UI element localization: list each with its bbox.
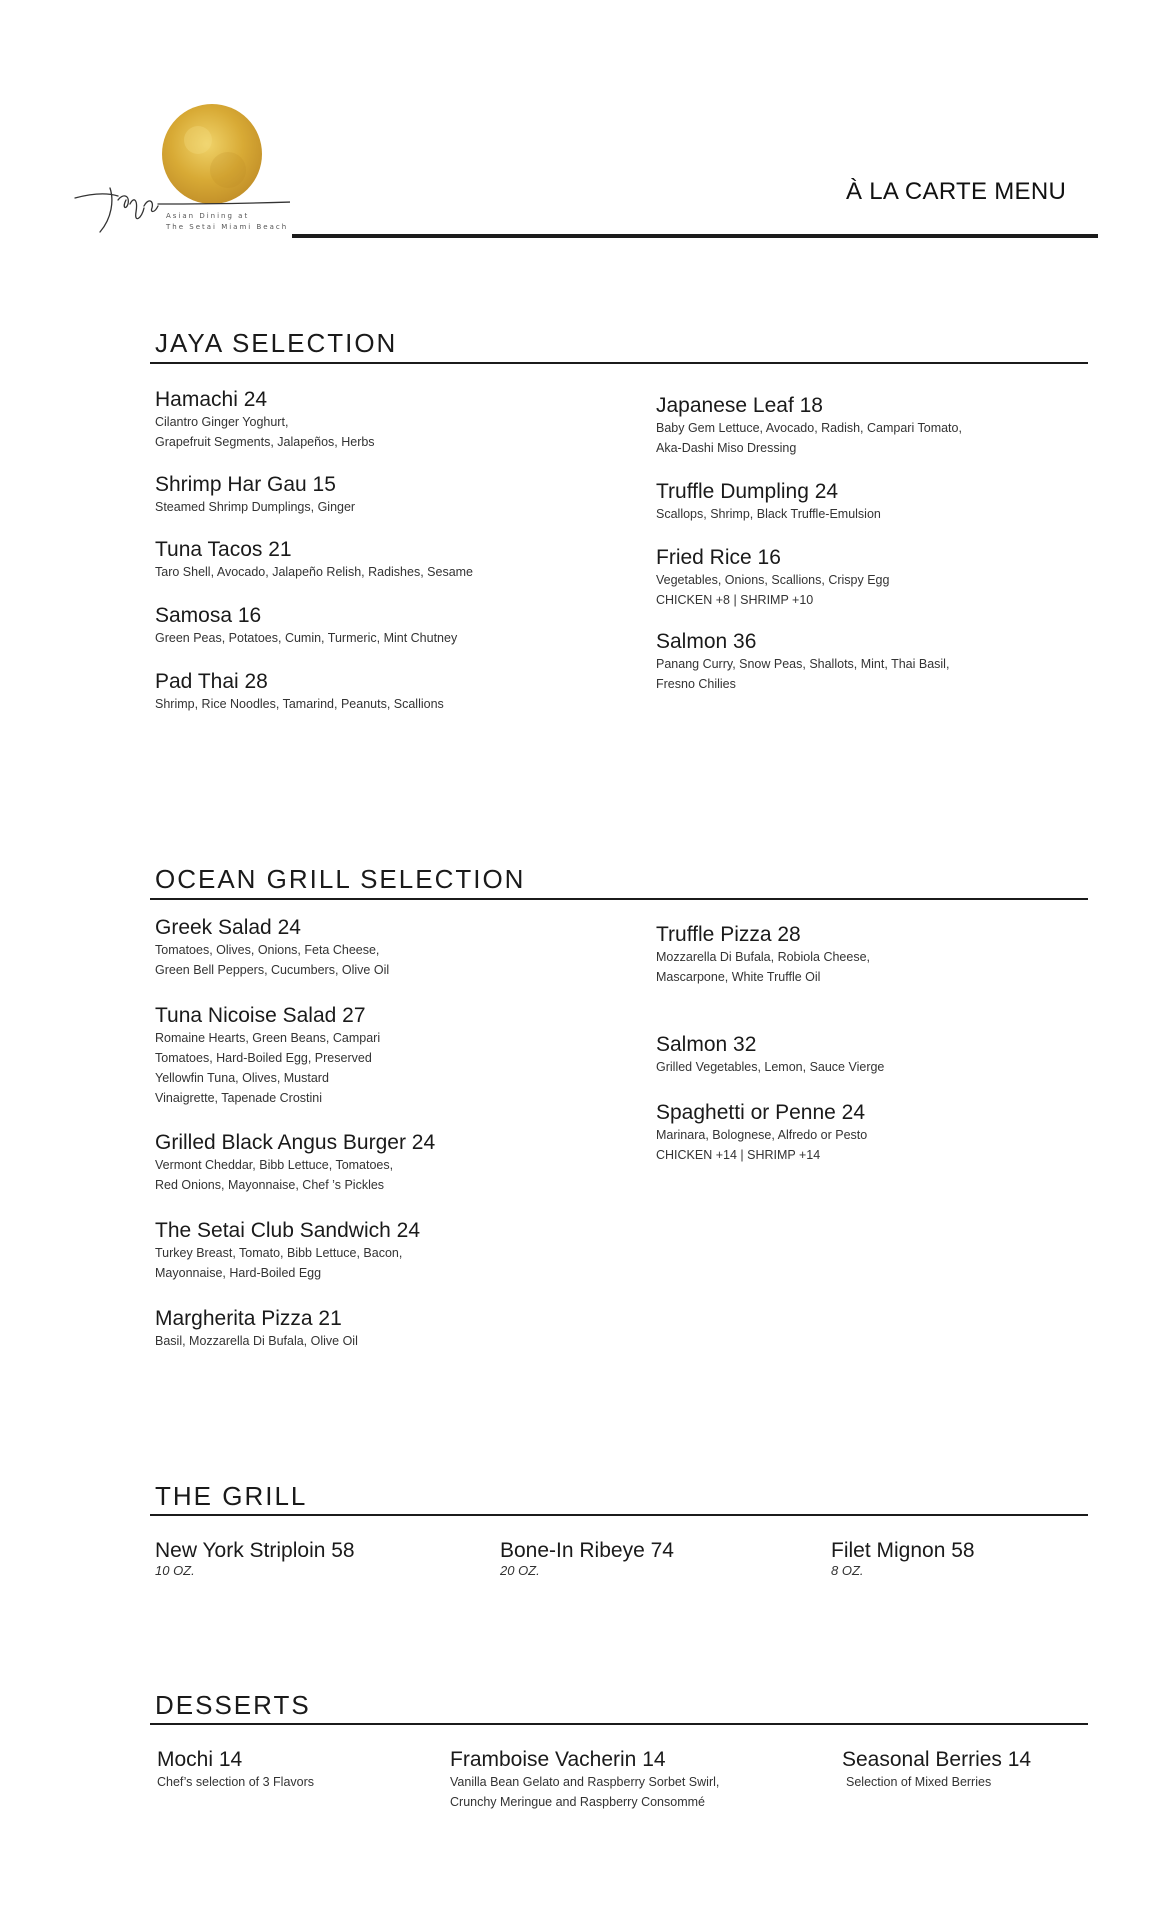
ocean-item-greek-salad [155, 916, 389, 980]
ocean-item-tuna-nicoise [155, 1004, 380, 1108]
logo-tagline-line1: Asian Dining at [166, 212, 250, 220]
jaya-item-japanese-leaf [656, 394, 962, 458]
the-grill-divider [150, 1514, 1088, 1516]
item-desc: Selection of Mixed Berries [846, 1775, 992, 1789]
item-name: Seasonal Berries 14 [842, 1748, 1032, 1771]
item-name: Grilled Black Angus Burger 24 [155, 1131, 436, 1154]
item-desc: Grilled Vegetables, Lemon, Sauce Vierge [656, 1060, 885, 1074]
header-divider [292, 234, 1098, 238]
item-size: 8 OZ. [831, 1563, 864, 1578]
jaya-item-hamachi [155, 388, 375, 452]
item-desc: Aka-Dashi Miso Dressing [656, 441, 797, 455]
logo-tagline-line2: The Setai Miami Beach [166, 223, 289, 231]
item-size: 20 OZ. [500, 1563, 540, 1578]
item-desc: Marinara, Bolognese, Alfredo or Pesto [656, 1128, 868, 1142]
item-desc: Mascarpone, White Truffle Oil [656, 970, 821, 984]
ocean-item-spaghetti [656, 1101, 867, 1165]
item-desc: Steamed Shrimp Dumplings, Ginger [155, 500, 356, 514]
ocean-grill-divider [150, 898, 1088, 900]
item-desc: Romaine Hearts, Green Beans, Campari [155, 1031, 381, 1045]
item-desc: Mayonnaise, Hard-Boiled Egg [155, 1266, 322, 1280]
item-desc: Red Onions, Mayonnaise, Chef ’s Pickles [155, 1178, 385, 1192]
jaya-selection-title: JAYA SELECTION [155, 328, 398, 358]
item-desc: Fresno Chilies [656, 677, 736, 691]
item-desc: Yellowfin Tuna, Olives, Mustard [155, 1071, 329, 1085]
ocean-grill-title: OCEAN GRILL SELECTION [155, 864, 526, 894]
item-desc: Baby Gem Lettuce, Avocado, Radish, Campari Tomato, [656, 421, 962, 435]
jaya-logo [70, 100, 290, 240]
grill-item-ribeye [500, 1539, 674, 1578]
menu-title: À LA CARTE MENU [846, 178, 1067, 205]
ocean-item-salmon [656, 1033, 884, 1077]
item-desc: Turkey Breast, Tomato, Bibb Lettuce, Bacon, [155, 1246, 403, 1260]
item-name: The Setai Club Sandwich 24 [155, 1219, 420, 1242]
ocean-item-burger [155, 1131, 435, 1195]
item-desc: Tomatoes, Hard-Boiled Egg, Preserved [155, 1051, 372, 1065]
item-desc: Scallops, Shrimp, Black Truffle-Emulsion [656, 507, 881, 521]
logo-gold-circle [162, 104, 262, 204]
item-desc: Green Peas, Potatoes, Cumin, Turmeric, Mint Chutney [155, 631, 458, 645]
item-desc: CHICKEN +14 | SHRIMP +14 [656, 1148, 821, 1162]
item-desc: Shrimp, Rice Noodles, Tamarind, Peanuts, Scallions [155, 697, 444, 711]
item-name: Framboise Vacherin 14 [450, 1748, 666, 1771]
item-name: Spaghetti or Penne 24 [656, 1101, 865, 1124]
item-name: Shrimp Har Gau 15 [155, 473, 336, 496]
item-name: Hamachi 24 [155, 388, 268, 411]
item-name: Mochi 14 [157, 1748, 243, 1771]
jaya-item-pad-thai [155, 670, 444, 714]
ocean-item-margherita [155, 1307, 358, 1351]
grill-item-striploin [155, 1539, 355, 1578]
item-desc: Taro Shell, Avocado, Jalapeño Relish, Radishes, Sesame [155, 565, 474, 579]
item-size: 10 OZ. [155, 1563, 195, 1578]
item-name: Truffle Dumpling 24 [656, 480, 839, 503]
item-desc: Chef’s selection of 3 Flavors [157, 1775, 315, 1789]
jaya-selection-divider [150, 362, 1088, 364]
jaya-item-samosa [155, 604, 457, 648]
item-name: Salmon 36 [656, 630, 757, 653]
jaya-item-truffle-dumpling [656, 480, 881, 524]
item-name: Bone-In Ribeye 74 [500, 1539, 674, 1562]
jaya-item-shrimp-har-gau [155, 473, 355, 517]
item-name: Pad Thai 28 [155, 670, 268, 693]
item-desc: CHICKEN +8 | SHRIMP +10 [656, 593, 814, 607]
item-desc: Vegetables, Onions, Scallions, Crispy Egg [656, 573, 890, 587]
item-desc: Grapefruit Segments, Jalapeños, Herbs [155, 435, 375, 449]
item-desc: Mozzarella Di Bufala, Robiola Cheese, [656, 950, 870, 964]
item-name: New York Striploin 58 [155, 1539, 355, 1562]
item-name: Japanese Leaf 18 [656, 394, 823, 417]
ocean-item-club-sandwich [155, 1219, 420, 1283]
dessert-item-framboise-vacherin [450, 1748, 719, 1812]
item-desc: Crunchy Meringue and Raspberry Consommé [450, 1795, 705, 1809]
jaya-item-fried-rice [656, 546, 889, 610]
item-name: Filet Mignon 58 [831, 1539, 975, 1562]
item-desc: Vanilla Bean Gelato and Raspberry Sorbet Swirl, [450, 1775, 720, 1789]
ocean-item-truffle-pizza [656, 923, 870, 987]
item-desc: Basil, Mozzarella Di Bufala, Olive Oil [155, 1334, 358, 1348]
item-desc: Vinaigrette, Tapenade Crostini [155, 1091, 323, 1105]
item-name: Samosa 16 [155, 604, 262, 627]
jaya-item-salmon [656, 630, 949, 694]
item-name: Greek Salad 24 [155, 916, 301, 939]
item-name: Tuna Tacos 21 [155, 538, 292, 561]
item-desc: Panang Curry, Snow Peas, Shallots, Mint, Thai Basil, [656, 657, 950, 671]
desserts-divider [150, 1723, 1088, 1725]
item-name: Margherita Pizza 21 [155, 1307, 342, 1330]
jaya-item-tuna-tacos [155, 538, 473, 582]
item-name: Fried Rice 16 [656, 546, 781, 569]
item-desc: Cilantro Ginger Yoghurt, [155, 415, 289, 429]
item-desc: Vermont Cheddar, Bibb Lettuce, Tomatoes, [155, 1158, 394, 1172]
item-desc: Green Bell Peppers, Cucumbers, Olive Oil [155, 963, 390, 977]
dessert-item-mochi [157, 1748, 314, 1792]
item-name: Tuna Nicoise Salad 27 [155, 1004, 366, 1027]
item-desc: Tomatoes, Olives, Onions, Feta Cheese, [155, 943, 380, 957]
dessert-item-seasonal-berries [842, 1748, 1031, 1792]
item-name: Truffle Pizza 28 [656, 923, 801, 946]
the-grill-title: THE GRILL [155, 1481, 308, 1511]
grill-item-filet-mignon [831, 1539, 975, 1578]
desserts-title: DESSERTS [155, 1690, 311, 1720]
item-name: Salmon 32 [656, 1033, 757, 1056]
